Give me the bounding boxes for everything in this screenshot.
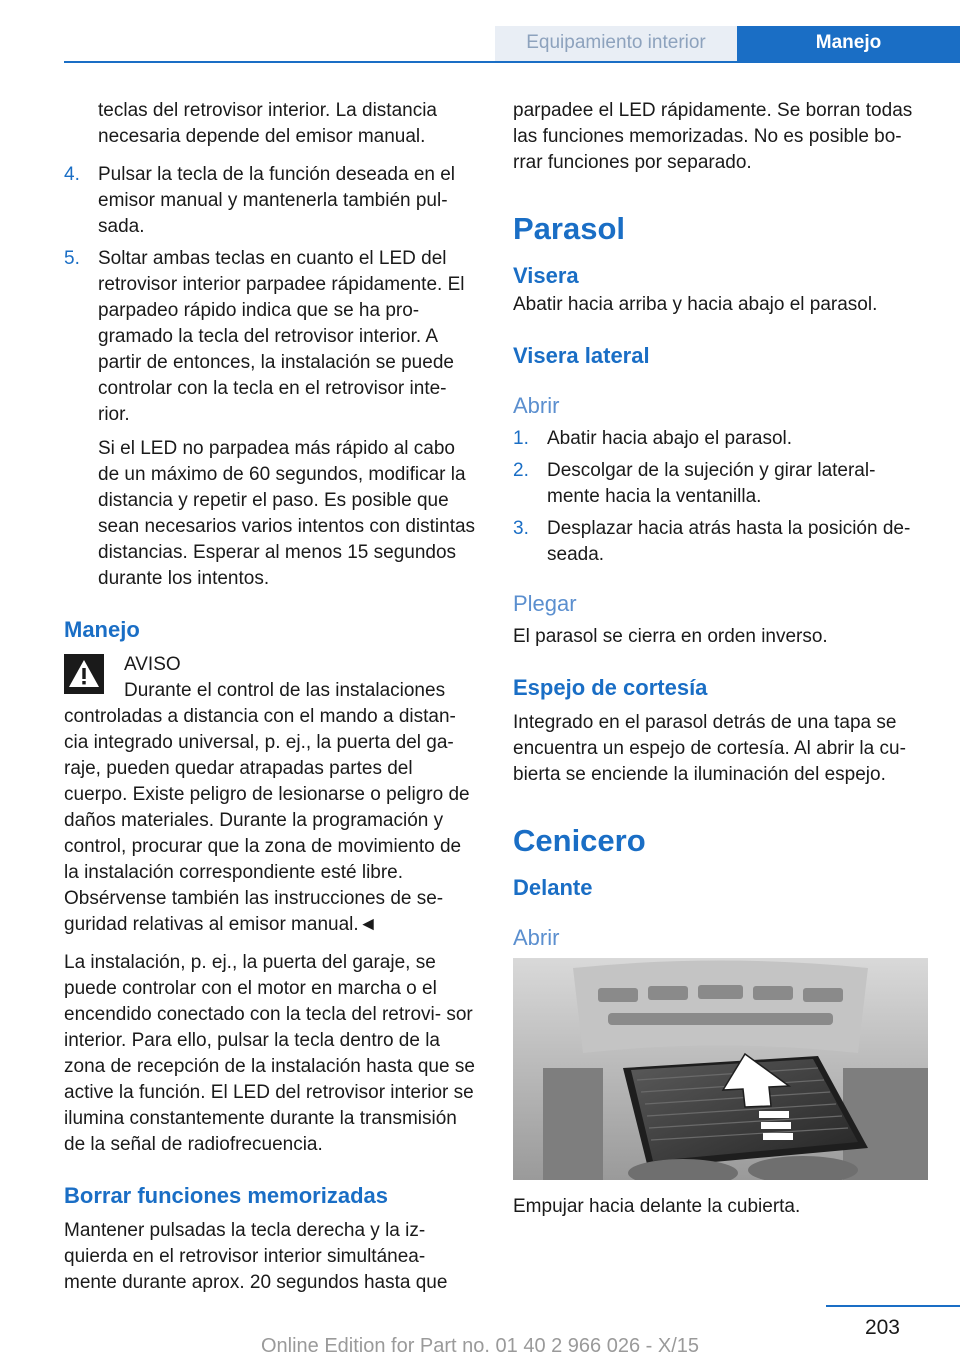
- paragraph-visera: Abatir hacia arriba y hacia abajo el parasol.: [513, 294, 878, 315]
- warning-first-line: Durante el control de las instalaciones: [124, 680, 446, 701]
- footer-rule: [826, 1305, 960, 1307]
- list-text: Descolgar de la sujeción y girar lateral- mente hacia la ventanilla.: [547, 460, 876, 507]
- heading-abrir: Abrir: [513, 393, 560, 418]
- heading-manejo: Manejo: [64, 617, 140, 642]
- header-section-tab: [495, 26, 737, 63]
- list-item: [513, 458, 928, 510]
- paragraph-control: La instalación, p. ej., la puerta del garaje, se puede controlar con el motor en marcha o el encendido conectado con la tecla del retrovi- sor interior. Para ello, pulsar la tecla dentro de la zona de recepción de la instalación hasta que se active la función. El LED del retrovisor interior se ilumina constantemente durante la transmisión de la señal de radiofrecuencia.: [64, 952, 475, 1155]
- heading-delante: Delante: [513, 875, 593, 900]
- warning-triangle-icon: [64, 654, 104, 694]
- warning-text: controladas a distancia con el mando a distan- cia integrado universal, p. ej., la puerta del ga- raje, pueden quedar atrapadas partes del cuerpo. Existe peligro de lesionarse o peligro de daños materiales. Durante la programación y control, procurar que la zona de movimiento de la instalación correspondiente esté libre. Obsérvense también las instrucciones de se- guridad relativas al emisor manual.◄: [64, 706, 470, 935]
- paragraph-borrar: Mantener pulsadas la tecla derecha y la iz- quierda en el retrovisor interior simultánea- mente durante aprox. 20 segundos hasta que: [64, 1220, 448, 1293]
- heading-espejo: Espejo de cortesía: [513, 675, 708, 700]
- list-number: 4.: [64, 164, 80, 185]
- right-column: [513, 98, 928, 1232]
- paragraph-espejo: Integrado en el parasol detrás de una tapa se encuentra un espejo de cortesía. Al abrir la cu- bierta se enciende la iluminación del espejo.: [513, 712, 906, 785]
- warning-title: AVISO: [124, 654, 181, 675]
- heading-parasol: Parasol: [513, 211, 626, 246]
- header-chapter-label: Manejo: [815, 32, 882, 53]
- footer-edition: Online Edition for Part no. 01 40 2 966 026 - X/15: [260, 1335, 700, 1357]
- list-number: 1.: [513, 428, 529, 449]
- heading-visera-lateral: Visera lateral: [513, 343, 650, 368]
- list-text: Abatir hacia abajo el parasol.: [547, 428, 793, 449]
- step-note: Si el LED no parpadea más rápido al cabo de un máximo de 60 segundos, modificar la distancia y repetir el paso. Es posible que sean necesarios varios intentos con distintas distancias. Esperar al menos 15 segundos durante los intentos.: [98, 438, 476, 589]
- page-number: 203: [864, 1316, 900, 1339]
- list-number: 2.: [513, 460, 529, 481]
- list-item: [513, 516, 928, 568]
- heading-plegar: Plegar: [513, 591, 577, 616]
- heading-cenicero: Cenicero: [513, 823, 646, 858]
- header-chapter-tab: [737, 26, 960, 63]
- warning-box: [64, 652, 479, 704]
- list-item: [513, 426, 928, 452]
- paragraph-empujar: Empujar hacia delante la cubierta.: [513, 1196, 801, 1217]
- list-item: [64, 246, 479, 428]
- heading-borrar: Borrar funciones memorizadas: [64, 1183, 388, 1208]
- left-column: [64, 98, 479, 1308]
- header-rule: [64, 61, 960, 63]
- list-number: 5.: [64, 248, 80, 269]
- heading-abrir: Abrir: [513, 925, 560, 950]
- paragraph-continued: parpadee el LED rápidamente. Se borran todas las funciones memorizadas. No es posible bo- rrar funciones por separado.: [513, 100, 913, 173]
- paragraph-plegar: El parasol se cierra en orden inverso.: [513, 626, 828, 647]
- list-text: Desplazar hacia atrás hasta la posición de- seada.: [547, 518, 911, 565]
- ashtray-photo: [513, 958, 928, 1180]
- paragraph-continued: teclas del retrovisor interior. La distancia necesaria depende del emisor manual.: [98, 100, 437, 147]
- heading-visera: Visera: [513, 263, 579, 288]
- list-item: [64, 162, 479, 240]
- list-text: Soltar ambas teclas en cuanto el LED del retrovisor interior parpadee rápidamente. El parpadeo rápido indica que se ha pro- gramado la tecla del retrovisor interior. A partir de entonces, la instalación se puede controlar con la tecla en el retrovisor inte- rior.: [98, 248, 465, 425]
- list-text: Pulsar la tecla de la función deseada en el emisor manual y mantenerla también pul- sada.: [98, 164, 456, 237]
- list-number: 3.: [513, 518, 529, 539]
- header-section-label: Equipamiento interior: [526, 32, 706, 53]
